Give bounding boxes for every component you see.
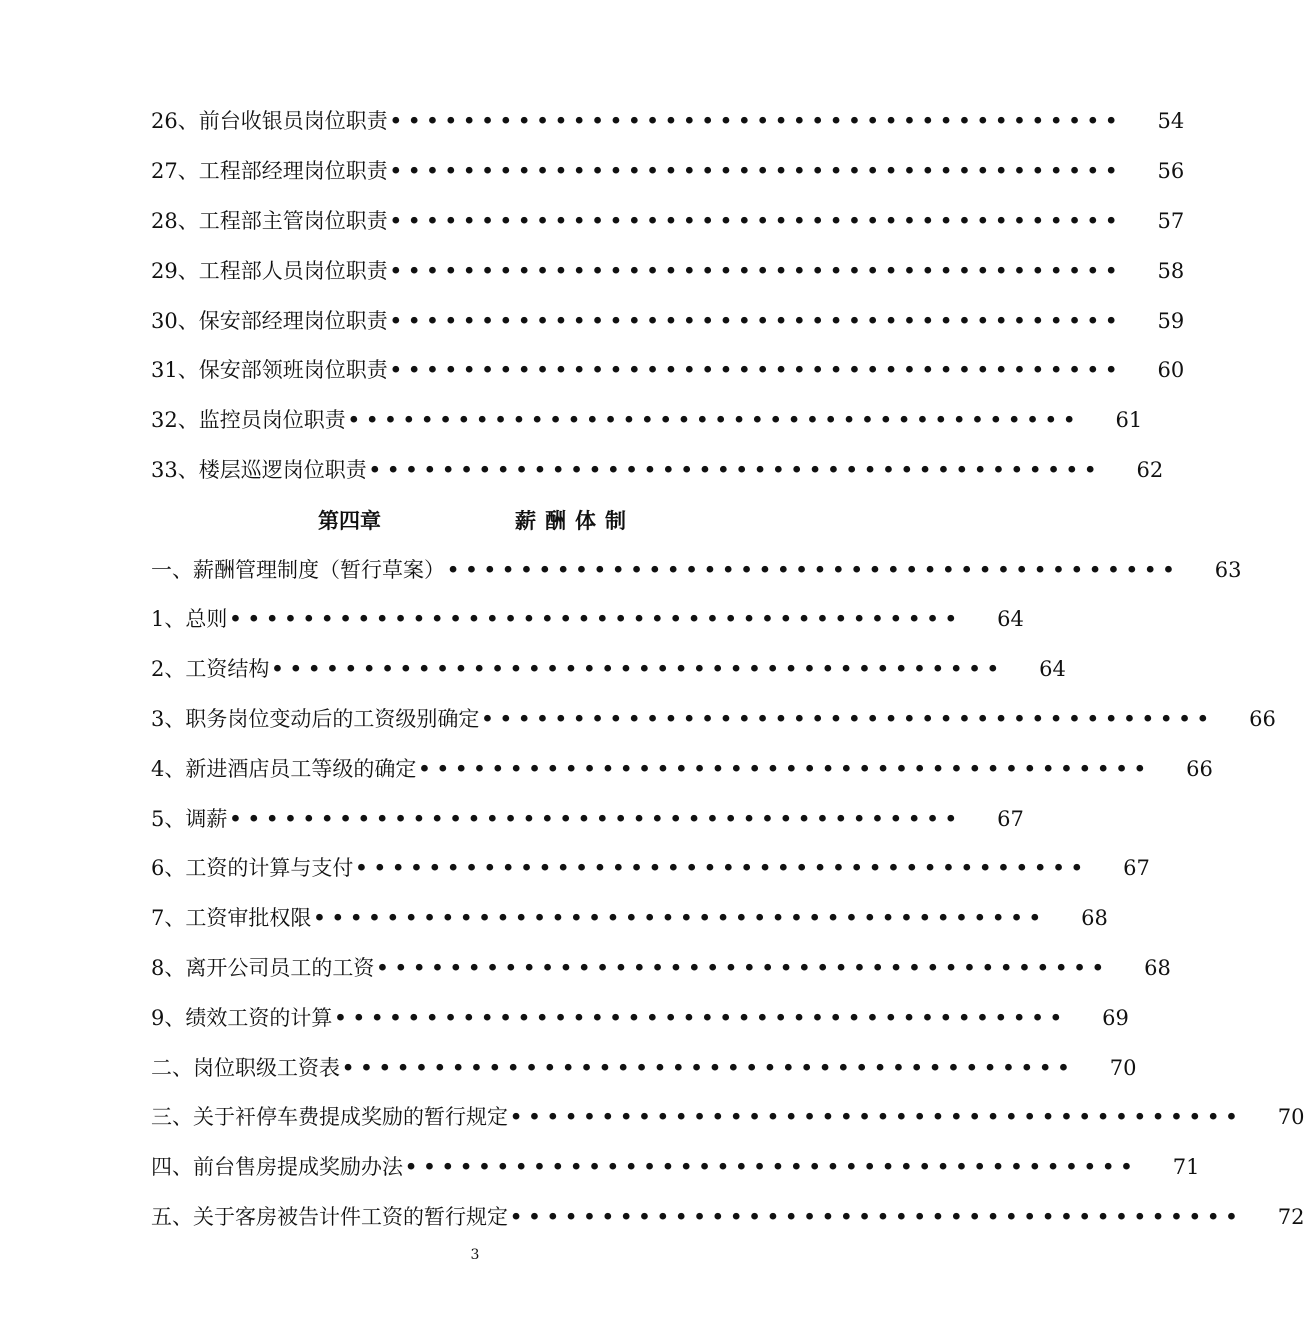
toc-entry[interactable]: [151, 346, 1185, 396]
toc-entry[interactable]: [151, 1143, 1200, 1193]
toc-entry-label: 四、前台售房提成奖励办法: [151, 1155, 403, 1180]
toc-entry-label: 1、总则: [151, 607, 228, 632]
toc-entry-page: 69: [1102, 1005, 1129, 1030]
dot-leader: ••••••••••••••••••••••••••••••••••••••••: [334, 1006, 1069, 1029]
dot-leader: ••••••••••••••••••••••••••••••••••••••••: [376, 956, 1111, 979]
toc-group-after: [151, 545, 1305, 1242]
toc-entry[interactable]: [151, 1043, 1137, 1093]
toc-entry[interactable]: [151, 545, 1242, 595]
dot-leader: ••••••••••••••••••••••••••••••••••••••••: [389, 160, 1124, 183]
toc-entry[interactable]: [151, 1193, 1305, 1243]
toc-entry-label: 9、绩效工资的计算: [151, 1005, 333, 1030]
toc-entry-label: 27、工程部经理岗位职责: [151, 159, 388, 184]
toc-entry-page: 56: [1157, 159, 1185, 184]
dot-leader: ••••••••••••••••••••••••••••••••••••••••: [355, 857, 1090, 880]
dot-leader: ••••••••••••••••••••••••••••••••••••••••: [389, 110, 1124, 133]
toc-entry[interactable]: [151, 396, 1143, 446]
toc-entry-label: 6、工资的计算与支付: [151, 856, 354, 881]
dot-leader: ••••••••••••••••••••••••••••••••••••••••: [313, 907, 1048, 930]
toc-entry-label: 28、工程部主管岗位职责: [151, 208, 388, 233]
toc-entry-page: 58: [1157, 258, 1185, 283]
toc-entry-label: 26、前台收银员岗位职责: [151, 109, 388, 134]
dot-leader: ••••••••••••••••••••••••••••••••••••••••: [229, 807, 964, 830]
toc-entry-page: 61: [1115, 408, 1143, 433]
toc-entry-page: 70: [1277, 1105, 1305, 1130]
toc-entry-label: 4、新进酒店员工等级的确定: [151, 756, 417, 781]
chapter-title: 薪酬体制: [515, 509, 635, 534]
toc-entry[interactable]: [151, 595, 1024, 645]
toc-entry-label: 3、职务岗位变动后的工资级别确定: [151, 706, 480, 731]
chapter-heading: [151, 495, 813, 545]
toc-entry[interactable]: [151, 844, 1150, 894]
toc-entry-label: 30、保安部经理岗位职责: [151, 308, 388, 333]
dot-leader: ••••••••••••••••••••••••••••••••••••••••: [389, 359, 1124, 382]
dot-leader: ••••••••••••••••••••••••••••••••••••••••: [447, 558, 1181, 581]
toc-entry-page: 66: [1186, 756, 1213, 781]
toc-entry-page: 67: [1123, 856, 1150, 881]
toc-entry[interactable]: [151, 446, 1164, 496]
toc-entry-page: 63: [1214, 557, 1242, 582]
chapter-number: 第四章: [318, 509, 381, 534]
toc-entry-label: 二、岗位职级工资表: [151, 1055, 340, 1080]
toc-entry-label: 31、保安部领班岗位职责: [151, 358, 388, 383]
dot-leader: ••••••••••••••••••••••••••••••••••••••••: [510, 1106, 1244, 1129]
toc-entry[interactable]: [151, 296, 1185, 346]
toc-entry[interactable]: [151, 197, 1185, 247]
toc-entry[interactable]: [151, 147, 1185, 197]
toc-entry-page: 60: [1157, 358, 1185, 383]
toc-entry-page: 57: [1157, 208, 1185, 233]
toc-entry[interactable]: [151, 97, 1185, 147]
toc-entry[interactable]: [151, 944, 1171, 994]
toc-entry-label: 32、监控员岗位职责: [151, 408, 346, 433]
toc-entry[interactable]: [151, 695, 1276, 745]
toc-entry-page: 70: [1109, 1055, 1137, 1080]
toc-entry-page: 59: [1157, 308, 1185, 333]
toc-entry-page: 67: [997, 806, 1024, 831]
toc-entry-label: 7、工资审批权限: [151, 906, 312, 931]
dot-leader: ••••••••••••••••••••••••••••••••••••••••: [271, 658, 1006, 681]
toc-entry-label: 33、楼层巡逻岗位职责: [151, 457, 367, 482]
toc-entry[interactable]: [151, 894, 1108, 944]
toc-entry-page: 64: [997, 607, 1024, 632]
toc-entry-label: 8、离开公司员工的工资: [151, 955, 375, 980]
toc-entry-page: 68: [1081, 906, 1108, 931]
dot-leader: ••••••••••••••••••••••••••••••••••••••••: [510, 1205, 1244, 1228]
dot-leader: ••••••••••••••••••••••••••••••••••••••••: [418, 757, 1153, 780]
dot-leader: ••••••••••••••••••••••••••••••••••••••••: [368, 458, 1103, 481]
dot-leader: ••••••••••••••••••••••••••••••••••••••••: [389, 259, 1124, 282]
page-number: 3: [470, 1247, 480, 1263]
toc-entry[interactable]: [151, 744, 1213, 794]
toc-entry-page: 71: [1172, 1155, 1200, 1180]
toc-entry-label: 五、关于客房被告计件工资的暂行规定: [151, 1204, 508, 1229]
toc-entry-label: 2、工资结构: [151, 657, 270, 682]
toc-entry[interactable]: [151, 993, 1129, 1043]
toc-entry-page: 62: [1136, 457, 1164, 482]
toc-entry[interactable]: [151, 246, 1185, 296]
toc-entry[interactable]: [151, 645, 1066, 695]
toc-entry-label: 一、薪酬管理制度（暂行草案）: [151, 557, 445, 582]
toc-entry-page: 66: [1249, 706, 1276, 731]
toc-entry-page: 68: [1144, 955, 1171, 980]
toc-entry[interactable]: [151, 1093, 1305, 1143]
dot-leader: ••••••••••••••••••••••••••••••••••••••••: [405, 1156, 1139, 1179]
dot-leader: ••••••••••••••••••••••••••••••••••••••••: [229, 608, 964, 631]
toc-group-before: [151, 97, 1185, 495]
toc-entry-label: 29、工程部人员岗位职责: [151, 258, 388, 283]
dot-leader: ••••••••••••••••••••••••••••••••••••••••: [389, 209, 1124, 232]
toc-entry-page: 64: [1039, 657, 1066, 682]
toc-entry-label: 三、关于衦停车费提成奖励的暂行规定: [151, 1105, 508, 1130]
dot-leader: ••••••••••••••••••••••••••••••••••••••••: [347, 409, 1082, 432]
dot-leader: ••••••••••••••••••••••••••••••••••••••••: [389, 309, 1124, 332]
toc-entry-label: 5、调薪: [151, 806, 228, 831]
toc-entry-page: 54: [1157, 109, 1185, 134]
table-of-contents: [151, 97, 1305, 1242]
dot-leader: ••••••••••••••••••••••••••••••••••••••••: [342, 1056, 1076, 1079]
toc-entry-page: 72: [1277, 1204, 1305, 1229]
toc-entry[interactable]: [151, 794, 1024, 844]
dot-leader: ••••••••••••••••••••••••••••••••••••••••: [481, 707, 1216, 730]
